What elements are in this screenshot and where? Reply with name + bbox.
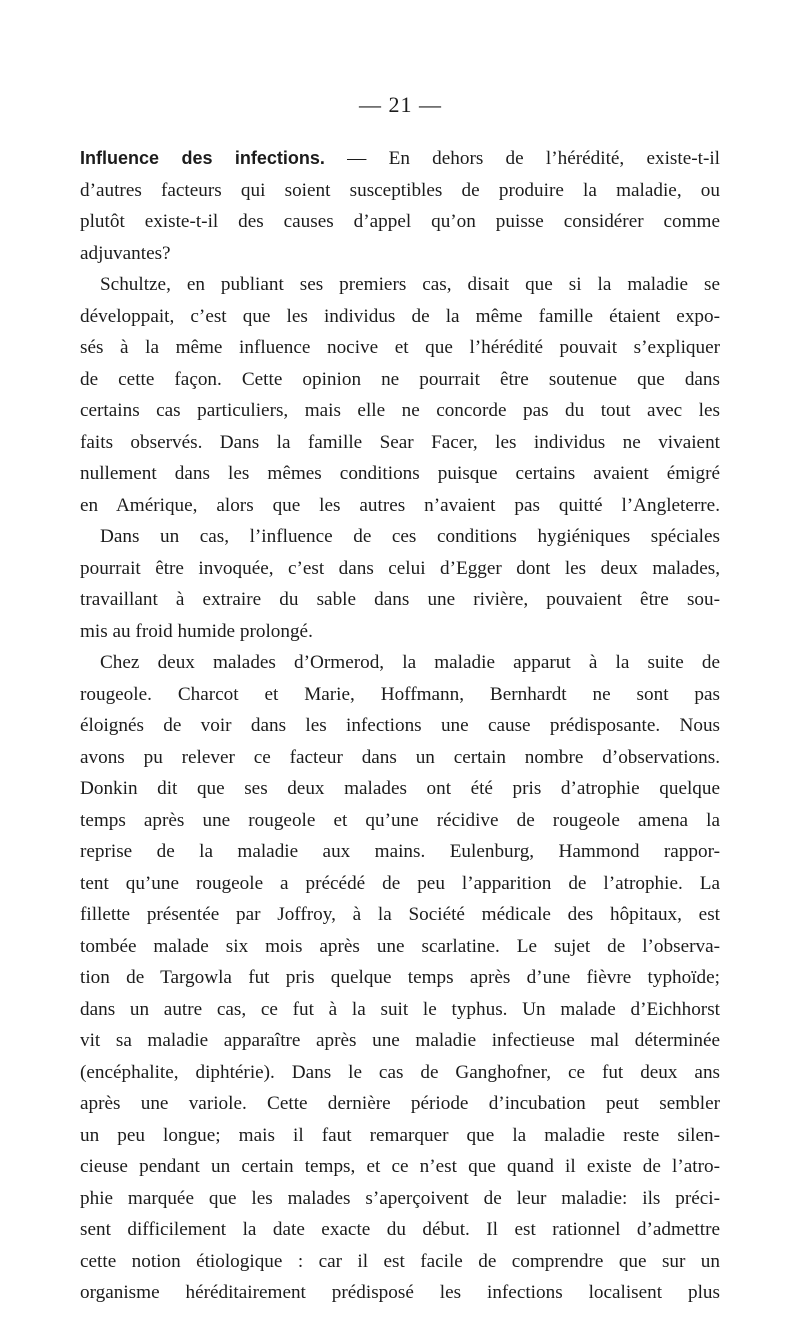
text-line: adjuvantes? <box>80 242 171 264</box>
text-line: phie marquée que les malades s’aperçoivent de leur maladie: ils préci- <box>80 1187 720 1209</box>
text-line: (encéphalite, diphtérie). Dans le cas de Ganghofner, ce fut deux ans <box>80 1061 720 1083</box>
text-line: organisme héréditairement prédisposé les infections localisent plus <box>80 1282 720 1303</box>
text-line: dans un autre cas, ce fut à la suit le typhus. Un malade d’Eichhorst <box>80 998 720 1020</box>
text-line: cieuse pendant un certain temps, et ce n’est que quand il existe de l’atro- <box>80 1156 720 1177</box>
body-text <box>80 143 720 1309</box>
text-line: développait, c’est que les individus de la même famille étaient expo- <box>80 305 720 327</box>
text-line: mis au froid humide prolongé. <box>80 620 313 642</box>
text-line: avons pu relever ce facteur dans un certain nombre d’observations. <box>80 746 720 768</box>
text-line: pourrait être invoquée, c’est dans celui d’Egger dont les deux malades, <box>80 557 720 579</box>
text-line: temps après une rougeole et qu’une récidive de rougeole amena la <box>80 809 720 831</box>
text-line: en Amérique, alors que les autres n’avaient pas quitté l’Angleterre. <box>80 494 720 516</box>
text-line: Donkin dit que ses deux malades ont été pris d’atrophie quelque <box>80 778 720 799</box>
text-line: plutôt existe-t-il des causes d’appel qu’on puisse considérer comme <box>80 211 720 232</box>
text-line: après une variole. Cette dernière période d’incubation peut sembler <box>80 1093 720 1114</box>
section-heading: Influence des infections. <box>80 148 325 168</box>
text-line: de cette façon. Cette opinion ne pourrait être soutenue que dans <box>80 368 720 390</box>
text-line: éloignés de voir dans les infections une cause prédisposante. Nous <box>80 715 720 736</box>
text-line: Schultze, en publiant ses premiers cas, disait que si la maladie se <box>100 274 720 295</box>
text-line: Chez deux malades d’Ormerod, la maladie apparut à la suite de <box>100 652 720 673</box>
text-line: travaillant à extraire du sable dans une rivière, pouvaient être sou- <box>80 589 720 610</box>
text-line: Dans un cas, l’influence de ces conditions hygiéniques spéciales <box>100 526 720 547</box>
text-line: vit sa maladie apparaître après une maladie infectieuse mal déterminée <box>80 1030 720 1051</box>
text-line-content: — En dehors de l’hérédité, existe-t-il <box>324 148 720 169</box>
text-line: rougeole. Charcot et Marie, Hoffmann, Bernhardt ne sont pas <box>80 683 720 705</box>
text-line: cette notion étiologique : car il est facile de comprendre que sur un <box>80 1250 720 1272</box>
text-line: faits observés. Dans la famille Sear Facer, les individus ne vivaient <box>80 431 720 453</box>
text-line: certains cas particuliers, mais elle ne concorde pas du tout avec les <box>80 400 720 421</box>
text-line: sés à la même influence nocive et que l’hérédité pouvait s’expliquer <box>80 337 720 358</box>
text-line: nullement dans les mêmes conditions puisque certains avaient émigré <box>80 463 720 484</box>
page-number: — 21 — <box>359 92 442 117</box>
text-line <box>80 143 720 175</box>
text-line: tombée malade six mois après une scarlatine. Le sujet de l’observa- <box>80 935 720 957</box>
text-line: reprise de la maladie aux mains. Eulenburg, Hammond rappor- <box>80 841 720 862</box>
text-line: un peu longue; mais il faut remarquer que la maladie reste silen- <box>80 1124 720 1146</box>
text-line: fillette présentée par Joffroy, à la Société médicale des hôpitaux, est <box>80 904 720 925</box>
text-line: tion de Targowla fut pris quelque temps après d’une fièvre typhoïde; <box>80 967 720 988</box>
text-line: tent qu’une rougeole a précédé de peu l’apparition de l’atrophie. La <box>80 872 720 894</box>
text-line: d’autres facteurs qui soient susceptibles de produire la maladie, ou <box>80 179 720 201</box>
text-line: sent difficilement la date exacte du début. Il est rationnel d’admettre <box>80 1219 720 1240</box>
